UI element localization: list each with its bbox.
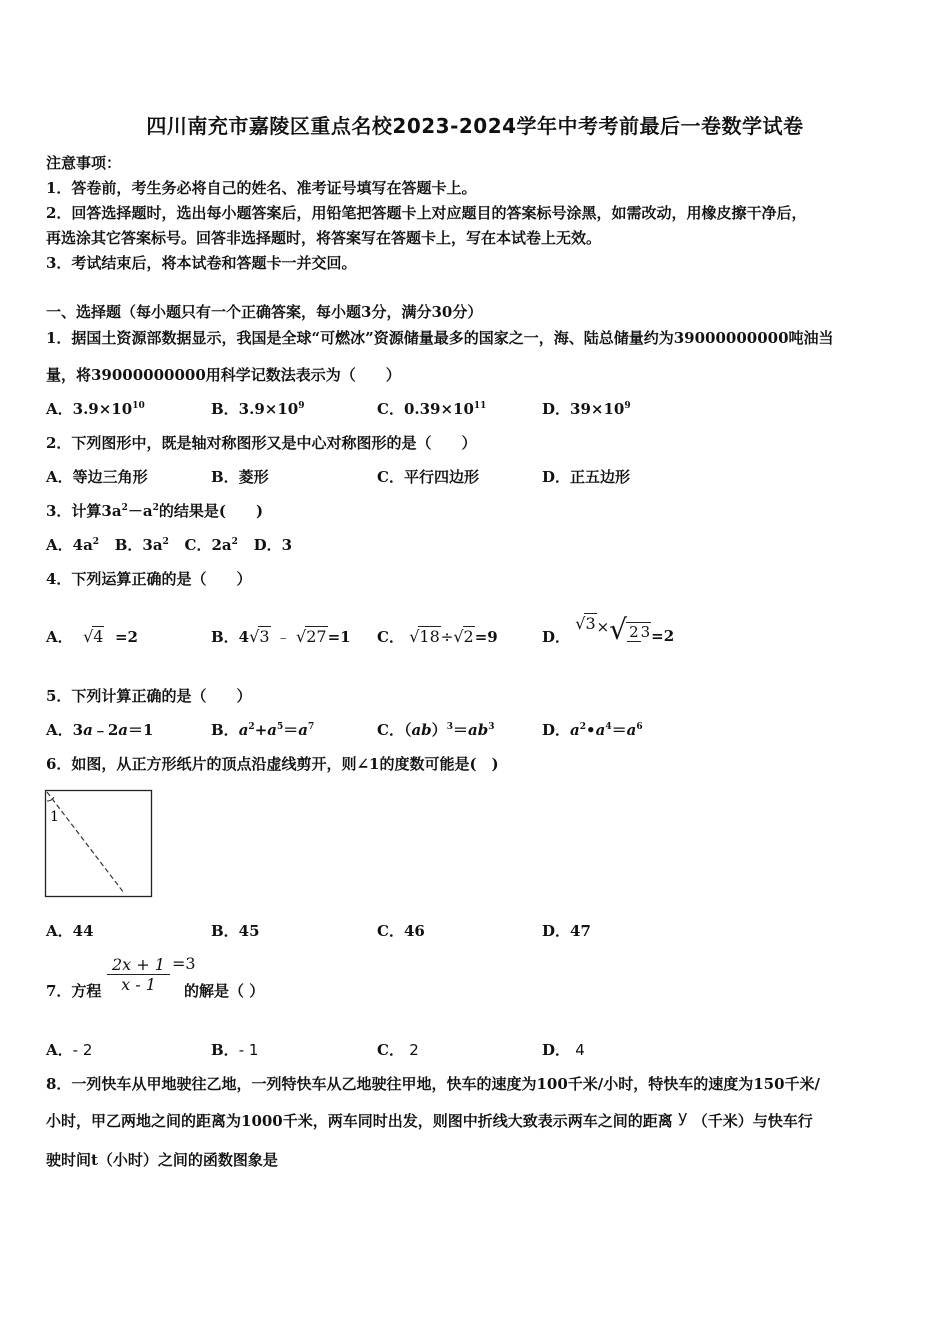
q7-option-a: A．- 2 [46,1041,93,1059]
q8-stem-line2: 小时，甲乙两地之间的距离为1000千米，两车同时出发，则图中折线大致表示两车之间的距离 y （千米）与快车行 [46,1107,813,1130]
q5-option-b: B．$a^2+a^5=a^7$ [211,721,315,739]
q4-option-b: B．4√3 ﹣ √27=1 [211,627,351,646]
q6-option-c: C．46 [377,922,425,940]
q7-label: 7．方程 [46,982,102,1000]
q3-option-a: A．$4a^2$ [46,536,100,554]
q7-option-b: B．- 1 [211,1041,259,1059]
q2-stem: 2．下列图形中，既是轴对称图形又是中心对称图形的是（ ） [46,434,477,452]
q4-option-a: A． √4 =2 [46,627,138,646]
q6-stem: 6．如图，从正方形纸片的顶点沿虚线剪开，则∠1的度数可能是( ) [46,755,499,773]
q6-option-d: D．47 [542,922,591,940]
notice-item: 2．回答选择题时，选出每小题答案后，用铅笔把答题卡上对应题目的答案标号涂黑，如需改动，用橡皮擦干净后， [46,204,807,222]
q3-option-b: B．$3a^2$ [114,536,169,554]
q8-stem-line3: 驶时间t（小时）之间的函数图象是 [46,1151,278,1169]
notice-heading: 注意事项： [46,154,122,172]
angle-label: 1 [50,809,59,825]
square-outline [46,791,152,897]
sqrt-expression: √4 [83,627,104,646]
q5-option-a: A．3a﹣2a＝1 [46,721,154,739]
q5-option-c: C．$(ab)^3=ab^3$ [377,721,495,739]
q6-option-a: A．44 [46,922,94,940]
notice-item: 1．答卷前，考生务必将自己的姓名、准考证号填写在答题卡上。 [46,179,477,197]
sqrt-expression: √3 [575,614,596,633]
q2-option-d: D．正五边形 [542,468,631,486]
q1-option-a: A．$3.9\times 10^{10}$ [46,400,145,418]
q5-option-d: D．$a^2•a^4=a^6$ [542,721,643,739]
q4-stem: 4．下列运算正确的是（ ） [46,570,252,588]
section-heading: 一、选择题（每小题只有一个正确答案，每小题3分，满分30分） [46,303,483,321]
sqrt-expression: √3 [249,627,270,646]
q1-stem-line1: 1．据国土资源部数据显示，我国是全球“可燃冰”资源储量最多的国家之一，海、陆总储量约为39000000000吨油当 [46,329,834,347]
q3-stem: 3．计算$3a^2-a^2$的结果是( ) [46,502,264,520]
q4-option-d: D． √3 × √ 2 3 =2 [542,612,675,646]
q1-stem-line2: 量，将39000000000用科学记数法表示为（ ） [46,366,401,384]
q4-option-c: C． √18÷√2=9 [377,627,498,646]
cut-line [47,792,124,893]
notice-item: 3．考试结束后，将本试卷和答题卡一并交回。 [46,254,357,272]
sqrt-expression: √2 [453,627,474,646]
q3-option-d: D．3 [253,536,293,554]
q6-option-b: B．45 [211,922,260,940]
q7-equation: $\frac{2x + 1}{x - 1}$ =3 [107,955,196,994]
q1-option-d: D．$39\times 10^9$ [542,400,631,418]
q2-option-c: C．平行四边形 [377,468,479,486]
q5-stem: 5．下列计算正确的是（ ） [46,687,252,705]
q1-option-c: C．$0.39\times 10^{11}$ [377,400,487,418]
q2-option-a: A．等边三角形 [46,468,148,486]
q7-tail: 的解是（ ） [184,982,265,1000]
square-cut-figure [44,789,154,899]
q3-option-c: C．$2a^2$ [184,536,238,554]
q8-stem-line1: 8．一列快车从甲地驶往乙地，一列特快车从乙地驶往甲地，快车的速度为100千米/小时，特快车的速度为150千米/ [46,1075,821,1093]
notice-item: 再选涂其它答案标号。回答非选择题时，将答案写在答题卡上，写在本试卷上无效。 [46,229,602,247]
sqrt-expression: √18 [409,627,440,646]
q3-options [46,534,292,555]
q7-option-d: D． 4 [542,1041,585,1059]
page-title: 四川南充市嘉陵区重点名校2023-2024学年中考考前最后一卷数学试卷 [146,114,804,138]
q2-option-b: B．菱形 [211,468,269,486]
q1-option-b: B．$3.9\times 10^9$ [211,400,305,418]
sqrt-expression: √ 2 3 [609,612,651,646]
q7-option-c: C． 2 [377,1041,419,1059]
sqrt-expression: √27 [296,627,327,646]
